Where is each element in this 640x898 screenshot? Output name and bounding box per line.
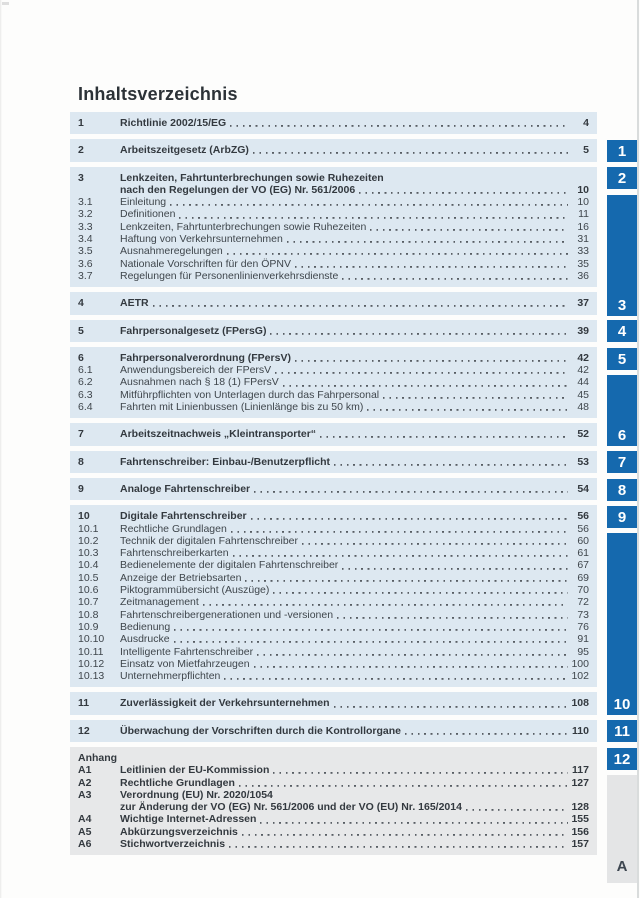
- row-title: Richtlinie 2002/15/EG: [120, 117, 227, 129]
- row-number: 3.6: [78, 257, 93, 270]
- toc-content: [70, 84, 597, 860]
- dot-leader: [405, 725, 568, 737]
- row-number: 10.2: [78, 534, 99, 547]
- dot-leader: [273, 764, 568, 776]
- dot-leader: [270, 325, 568, 337]
- dot-leader: [251, 510, 568, 522]
- dot-leader: [334, 697, 568, 709]
- toc-row: [78, 510, 589, 522]
- row-number: [78, 801, 120, 813]
- row-title: AETR: [120, 297, 149, 310]
- toc-row: [78, 559, 589, 571]
- toc-row: [78, 245, 589, 257]
- dot-leader: [295, 258, 568, 270]
- dot-leader: [179, 208, 568, 220]
- row-number: 10.13: [78, 670, 105, 683]
- row-title: Zeitmanagement: [120, 596, 199, 609]
- page-number: 67: [577, 559, 589, 572]
- toc-row: [78, 646, 589, 658]
- toc-row: [78, 658, 589, 670]
- dot-leader: [295, 352, 568, 364]
- dot-leader: [342, 270, 568, 282]
- page-number: 60: [577, 534, 589, 547]
- row-number: 8: [78, 455, 84, 468]
- page-number: 35: [577, 257, 589, 270]
- page-number: 56: [577, 510, 589, 523]
- row-number: 3.2: [78, 208, 93, 221]
- dot-leader: [227, 245, 568, 257]
- row-number: Anhang: [78, 751, 118, 764]
- row-number: A6: [78, 838, 92, 851]
- row-number: 6.4: [78, 401, 93, 414]
- toc-row: [78, 789, 589, 801]
- page-number: 117: [572, 764, 589, 777]
- dot-leader: [337, 609, 568, 621]
- row-number: 5: [78, 324, 84, 337]
- toc-section-4: [70, 292, 597, 314]
- toc-row: [78, 777, 589, 789]
- row-number: 10.1: [78, 522, 99, 535]
- scan-artifact: [2, 2, 9, 5]
- page-number: 52: [577, 428, 589, 441]
- row-title: Piktogrammübersicht (Auszüge): [120, 584, 270, 597]
- toc-row: [78, 725, 589, 737]
- row-title: Ausdrucke: [120, 633, 170, 646]
- dot-leader: [203, 596, 568, 608]
- toc-row: [78, 572, 589, 584]
- dot-leader: [342, 559, 568, 571]
- toc-row: [78, 609, 589, 621]
- side-tab-label: 4: [617, 323, 627, 340]
- row-title: Lenkzeiten, Fahrtunterbrechungen sowie Ruhezeiten: [120, 220, 367, 233]
- page-title: Inhaltsverzeichnis: [78, 84, 238, 104]
- toc-row: [78, 483, 589, 495]
- row-number: 9: [78, 482, 84, 495]
- row-title: Fahrtenschreibergenerationen und -versionen: [120, 608, 334, 621]
- toc-row: [78, 584, 589, 596]
- row-title: Unternehmerpflichten: [120, 670, 221, 683]
- side-tab-label: 11: [614, 723, 630, 740]
- page-number: 45: [577, 388, 589, 401]
- toc-row: [78, 376, 589, 388]
- row-title: Anzeige der Betriebsarten: [120, 571, 242, 584]
- row-title: Lenkzeiten, Fahrtunterbrechungen sowie Ruhezeiten: [120, 171, 384, 184]
- row-number: [78, 184, 120, 196]
- row-title: Analoge Fahrtenschreiber: [120, 482, 251, 495]
- row-title: Verordnung (EU) Nr. 2020/1054: [120, 788, 273, 801]
- dot-leader: [275, 364, 568, 376]
- row-number: 3.7: [78, 269, 93, 282]
- row-number: 1: [78, 117, 84, 129]
- toc-section-8: [70, 451, 597, 473]
- side-tab-label: 3: [617, 297, 627, 314]
- side-tab-label: 7: [617, 454, 627, 471]
- row-number: 10.7: [78, 596, 99, 609]
- toc-row: [78, 196, 589, 208]
- row-title: Stichwortverzeichnis: [120, 838, 226, 851]
- dot-leader: [370, 221, 568, 233]
- side-tab-label: A: [616, 858, 628, 875]
- toc-row: [78, 633, 589, 645]
- row-title: Arbeitszeitnachweis „Kleintransporter“: [120, 428, 317, 441]
- dot-leader: [174, 621, 568, 633]
- row-number: 10.8: [78, 608, 99, 621]
- dot-leader: [283, 376, 568, 388]
- row-title: Rechtliche Grundlagen: [120, 522, 227, 535]
- row-title: nach den Regelungen der VO (EG) Nr. 561/2006: [120, 183, 356, 196]
- page-number: 48: [577, 401, 589, 414]
- toc-section-9: [70, 478, 597, 500]
- side-tab-label: 8: [617, 482, 627, 499]
- toc-section-A: [70, 747, 597, 855]
- side-tab-1: [607, 140, 637, 162]
- row-title: Regelungen für Personenlinienverkehrsdienste: [120, 269, 339, 282]
- toc-row: [78, 535, 589, 547]
- side-tab-8: [607, 479, 637, 501]
- toc-row: [78, 764, 589, 776]
- side-tab-label: 12: [613, 751, 631, 768]
- toc-row: [78, 670, 589, 682]
- dot-leader: [334, 456, 568, 468]
- row-title: Einleitung: [120, 196, 167, 209]
- page-number: 10: [577, 196, 589, 209]
- toc-row: [78, 621, 589, 633]
- side-tab-4: [607, 320, 637, 342]
- page-left-edge-shadow: [0, 0, 2, 898]
- row-number: 3.5: [78, 245, 93, 258]
- side-tab-label: 9: [617, 509, 627, 526]
- row-number: A3: [78, 788, 92, 801]
- page-number: 127: [571, 776, 589, 789]
- dot-leader: [229, 838, 568, 850]
- row-number: A5: [78, 825, 92, 838]
- page-number: 108: [571, 697, 589, 710]
- dot-leader: [245, 572, 568, 584]
- toc-section-10: [70, 505, 597, 687]
- toc-row: [78, 547, 589, 559]
- dot-leader: [254, 658, 568, 670]
- toc-row: [78, 325, 589, 337]
- toc-row: [78, 389, 589, 401]
- toc-row: [78, 428, 589, 440]
- side-tab-label: 2: [617, 170, 627, 187]
- dot-leader: [231, 523, 568, 535]
- page-number: 72: [577, 596, 589, 609]
- row-number: 3.4: [78, 233, 93, 246]
- row-title: Technik der digitalen Fahrtenschreiber: [120, 534, 299, 547]
- side-tab-2: [607, 167, 637, 189]
- row-title: Ausnahmeregelungen: [120, 245, 223, 258]
- dot-leader: [367, 401, 568, 413]
- toc-row: [78, 752, 589, 764]
- page-number: 100: [571, 657, 589, 670]
- side-tab-9: [607, 506, 637, 528]
- page-number: 61: [577, 547, 589, 560]
- row-number: 10.3: [78, 547, 99, 560]
- toc-row: [78, 144, 589, 156]
- dot-leader: [383, 389, 568, 401]
- dot-leader: [230, 117, 568, 129]
- toc-row: [78, 221, 589, 233]
- row-title: Einsatz von Mietfahrzeugen: [120, 657, 250, 670]
- side-tab-11: [607, 720, 637, 742]
- toc-row: [78, 364, 589, 376]
- page-number: 16: [577, 220, 589, 233]
- row-number: 6.1: [78, 364, 93, 377]
- toc-section-11: [70, 692, 597, 714]
- side-tab-7: [607, 451, 637, 473]
- page-number: 76: [577, 620, 589, 633]
- page-number: 95: [577, 645, 589, 658]
- side-tab-3: [607, 195, 637, 316]
- side-tab-label: 10: [613, 696, 631, 713]
- toc-row: [78, 258, 589, 270]
- side-tab-6: [607, 375, 637, 446]
- page-number: 128: [571, 801, 589, 814]
- page-number: 73: [577, 608, 589, 621]
- row-title: Bedienung: [120, 620, 171, 633]
- row-title: Leitlinien der EU-Kommission: [120, 764, 270, 777]
- dot-leader: [260, 813, 568, 825]
- toc-sections: [70, 112, 597, 855]
- row-title: Fahrpersonalverordnung (FPersV): [120, 351, 291, 364]
- row-number: 6: [78, 351, 84, 364]
- dot-leader: [302, 535, 568, 547]
- row-title: Nationale Vorschriften für den ÖPNV: [120, 257, 292, 270]
- row-title: Fahrten mit Linienbussen (Linienlänge bis zu 50 km): [120, 401, 364, 414]
- row-number: 3: [78, 171, 84, 184]
- dot-leader: [224, 670, 568, 682]
- toc-row: [78, 352, 589, 364]
- row-number: 10.11: [78, 645, 104, 658]
- row-number: 7: [78, 428, 84, 441]
- page-number: 37: [577, 297, 589, 310]
- row-title: Arbeitszeitgesetz (ArbZG): [120, 144, 249, 157]
- page-number: 42: [577, 364, 589, 377]
- dot-leader: [233, 547, 568, 559]
- row-title: Zuverlässigkeit der Verkehrsunternehmen: [120, 697, 330, 710]
- page-number: 36: [577, 269, 589, 282]
- dot-leader: [287, 233, 568, 245]
- side-tab-label: 1: [617, 143, 627, 160]
- page-number: 56: [577, 522, 589, 535]
- row-title: Definitionen: [120, 208, 176, 221]
- page-number: 70: [577, 584, 589, 597]
- toc-row: [78, 697, 589, 709]
- dot-leader: [242, 826, 568, 838]
- toc-row: [78, 270, 589, 282]
- row-title: Haftung von Verkehrsunternehmen: [120, 233, 283, 246]
- dot-leader: [466, 801, 568, 813]
- page-number: 53: [577, 455, 589, 468]
- row-number: A1: [78, 764, 92, 777]
- row-title: Mitführpflichten von Unterlagen durch das Fahrpersonal: [120, 388, 380, 401]
- row-number: 6.2: [78, 376, 93, 389]
- row-title: zur Änderung der VO (EG) Nr. 561/2006 und der VO (EU) Nr. 165/2014: [120, 801, 462, 814]
- dot-leader: [153, 297, 568, 309]
- toc-row: [78, 233, 589, 245]
- side-tab-12: [607, 748, 637, 770]
- page-number: 110: [572, 724, 589, 737]
- toc-row: [78, 297, 589, 309]
- page-number: 33: [577, 245, 589, 258]
- page-number: 91: [577, 633, 589, 646]
- page-right-edge: [637, 0, 639, 898]
- page-number: 10: [577, 183, 589, 196]
- toc-section-12: [70, 720, 597, 742]
- side-tab-A: [607, 775, 637, 883]
- dot-leader: [359, 184, 568, 196]
- dot-leader: [239, 777, 568, 789]
- dot-leader: [254, 483, 568, 495]
- toc-section-5: [70, 320, 597, 342]
- row-title: Ausnahmen nach § 18 (1) FPersV: [120, 376, 279, 389]
- page-number: 39: [577, 324, 589, 337]
- row-number: A4: [78, 813, 92, 826]
- page-number: 156: [571, 825, 589, 838]
- side-tab-label: 5: [617, 351, 627, 368]
- row-title: Digitale Fahrtenschreiber: [120, 510, 247, 523]
- toc-row: [78, 208, 589, 220]
- toc-row: [78, 801, 589, 813]
- toc-row: [78, 813, 589, 825]
- row-title: Überwachung der Vorschriften durch die Kontrollorgane: [120, 724, 402, 737]
- toc-section-6: [70, 347, 597, 418]
- page-number: 4: [583, 117, 589, 129]
- page-number: 5: [583, 144, 589, 157]
- page-number: 69: [577, 571, 589, 584]
- row-number: 10.10: [78, 633, 105, 646]
- dot-leader: [174, 633, 568, 645]
- page-number: 157: [571, 838, 589, 851]
- dot-leader: [170, 196, 568, 208]
- toc-row: [78, 456, 589, 468]
- toc-row: [78, 826, 589, 838]
- row-number: 10.6: [78, 584, 99, 597]
- row-number: 6.3: [78, 388, 93, 401]
- page-number: 44: [577, 376, 589, 389]
- page-number: 102: [571, 670, 589, 683]
- toc-section-1: [70, 112, 597, 134]
- dot-leader: [253, 144, 568, 156]
- toc-row: [78, 596, 589, 608]
- row-number: 10.5: [78, 571, 99, 584]
- row-title: Abkürzungsverzeichnis: [120, 825, 238, 838]
- row-title: Fahrtenschreiberkarten: [120, 547, 229, 560]
- row-title: Fahrpersonalgesetz (FPersG): [120, 324, 267, 337]
- row-number: 2: [78, 144, 84, 157]
- page-number: 155: [571, 813, 589, 826]
- row-number: 10.9: [78, 620, 99, 633]
- toc-row: [78, 117, 589, 129]
- side-tab-5: [607, 348, 637, 370]
- toc-section-3: [70, 167, 597, 288]
- toc-section-2: [70, 139, 597, 161]
- row-number: 3.3: [78, 220, 93, 233]
- toc-row: [78, 172, 589, 184]
- row-number: 10.12: [78, 657, 105, 670]
- row-title: Wichtige Internet-Adressen: [120, 813, 257, 826]
- dot-leader: [273, 584, 568, 596]
- toc-row: [78, 523, 589, 535]
- dot-leader: [320, 428, 568, 440]
- dot-leader: [257, 646, 568, 658]
- page-number: 31: [577, 233, 589, 246]
- row-number: 3.1: [78, 196, 93, 209]
- toc-row: [78, 838, 589, 850]
- row-title: Anwendungsbereich der FPersV: [120, 364, 272, 377]
- toc-section-7: [70, 423, 597, 445]
- row-number: 11: [78, 697, 90, 710]
- page-number: 42: [577, 351, 589, 364]
- row-number: 12: [78, 724, 90, 737]
- row-title: Intelligente Fahrtenschreiber: [120, 645, 254, 658]
- side-tab-label: 6: [617, 427, 627, 444]
- page-number: 11: [578, 208, 589, 221]
- page-number: 54: [577, 482, 589, 495]
- row-title: Rechtliche Grundlagen: [120, 776, 235, 789]
- row-title: Bedienelemente der digitalen Fahrtenschreiber: [120, 559, 339, 572]
- toc-row: [78, 401, 589, 413]
- toc-row: [78, 184, 589, 196]
- row-number: A2: [78, 776, 92, 789]
- row-title: Fahrtenschreiber: Einbau-/Benutzerpflicht: [120, 455, 331, 468]
- side-tab-10: [607, 533, 637, 715]
- row-number: 10: [78, 510, 90, 523]
- row-number: 4: [78, 297, 84, 310]
- row-number: 10.4: [78, 559, 99, 572]
